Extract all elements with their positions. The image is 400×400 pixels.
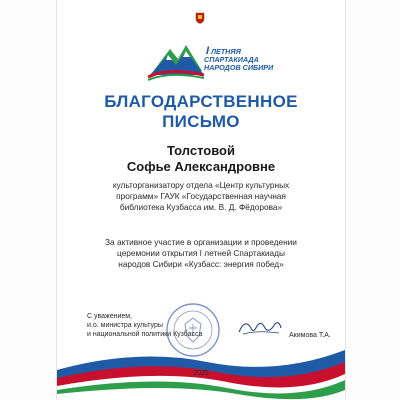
reason-line: народов Сибири «Кузбасс: энергия побед» <box>118 259 284 269</box>
signer-name: Акимова Т.А. <box>289 332 331 339</box>
recipient-position <box>57 180 345 213</box>
spartakiad-logo <box>148 35 274 81</box>
recipient-surname: Толстовой <box>167 143 235 158</box>
document-title-line-2: ПИСЬМО <box>162 112 240 131</box>
handwritten-signature-icon <box>235 316 285 338</box>
signature-line: и национальной политики Кузбасса <box>87 331 203 338</box>
certificate-sheet <box>56 0 346 400</box>
reason-line: церемонии открытия I летней Спартакиады <box>117 248 285 258</box>
position-line: библиотека Кузбасса им. В. Д. Фёдорова» <box>119 202 283 212</box>
position-line: программ» ГАУК «Государственная научная <box>116 191 286 201</box>
signature-block <box>87 312 202 339</box>
logo-line-1: ЛЕТНЯЯ <box>211 47 241 56</box>
logo-line-2: СПАРТАКИАДА <box>204 55 259 64</box>
document-title-line-1: БЛАГОДАРСТВЕННОЕ <box>104 92 298 111</box>
logo-roman-numeral: I <box>206 45 210 57</box>
signature-line: С уважением, <box>87 313 133 320</box>
document-year: 2025 <box>193 370 209 377</box>
mountains-logo-icon <box>148 35 204 81</box>
reason-line: За активное участие в организации и проведении <box>105 237 297 247</box>
coat-of-arms-icon <box>195 12 205 24</box>
logo-line-3: НАРОДОВ СИБИРИ <box>204 63 274 72</box>
gratitude-reason <box>57 237 345 270</box>
recipient-given-names: Софье Александровне <box>126 159 276 174</box>
signature-line: и.о. министра культуры <box>87 322 163 329</box>
position-line: культорганизатору отдела «Центр культурных <box>112 180 290 190</box>
